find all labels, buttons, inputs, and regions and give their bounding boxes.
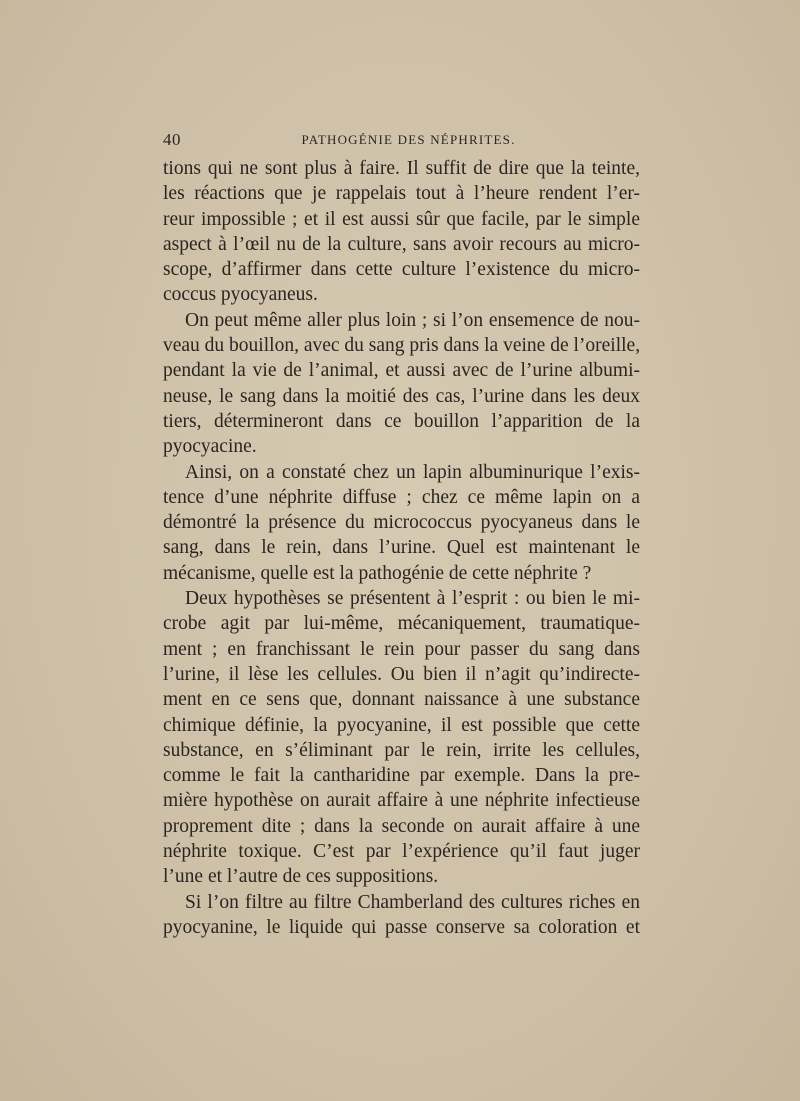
text-line: Si l’on filtre au filtre Chamberland des cultures riches en bbox=[185, 891, 640, 913]
text-line: l’une et l’autre de ces suppositions. bbox=[163, 866, 439, 888]
text-line: Ainsi, on a constaté chez un lapin albuminurique l’exis- bbox=[185, 461, 640, 483]
text-line: reur impossible ; et il est aussi sûr que facile, par le simple bbox=[163, 208, 640, 230]
text-line: ment en ce sens que, donnant naissance à une substance bbox=[163, 689, 640, 711]
text-line: pyocyacine. bbox=[163, 436, 257, 458]
body-text bbox=[163, 156, 640, 940]
text-line: neuse, le sang dans la moitié des cas, l’urine dans les deux bbox=[163, 385, 640, 407]
text-line: mière hypothèse on aurait affaire à une néphrite infectieuse bbox=[163, 790, 640, 812]
text-line: On peut même aller plus loin ; si l’on ensemence de nou- bbox=[185, 309, 640, 331]
text-line: tiers, détermineront dans ce bouillon l’apparition de la bbox=[163, 410, 640, 432]
text-line: les réactions que je rappelais tout à l’heure rendent l’er- bbox=[163, 183, 640, 205]
text-line: tence d’une néphrite diffuse ; chez ce même lapin on a bbox=[163, 486, 640, 508]
text-line: l’urine, il lèse les cellules. Ou bien il n’agit qu’indirecte- bbox=[163, 663, 640, 685]
text-line: Deux hypothèses se présentent à l’esprit : ou bien le mi- bbox=[185, 588, 640, 610]
text-line: chimique définie, la pyocyanine, il est possible que cette bbox=[163, 714, 640, 736]
text-line: comme le fait la cantharidine par exemple. Dans la pre- bbox=[163, 765, 640, 787]
text-line: pyocyanine, le liquide qui passe conserve sa coloration et bbox=[163, 916, 640, 938]
text-line: démontré la présence du micrococcus pyocyaneus dans le bbox=[163, 512, 640, 534]
text-line: tions qui ne sont plus à faire. Il suffit de dire que la teinte, bbox=[163, 158, 640, 179]
text-line: scope, d’affirmer dans cette culture l’existence du micro- bbox=[163, 259, 640, 281]
text-line: pendant la vie de l’animal, et aussi avec de l’urine albumi- bbox=[163, 360, 640, 382]
text-line: substance, en s’éliminant par le rein, irrite les cellules, bbox=[163, 739, 640, 761]
text-line: veau du bouillon, avec du sang pris dans la veine de l’oreille, bbox=[163, 335, 640, 357]
text-line: aspect à l’œil nu de la culture, sans avoir recours au micro- bbox=[163, 233, 640, 255]
text-line: coccus pyocyaneus. bbox=[163, 284, 318, 306]
running-title: PATHOGÉNIE DES NÉPHRITES. bbox=[301, 132, 516, 147]
page-number: 40 bbox=[163, 130, 181, 149]
text-line: néphrite toxique. C’est par l’expérience qu’il faut juger bbox=[163, 841, 640, 863]
page-header bbox=[163, 130, 640, 150]
text-line: proprement dite ; dans la seconde on aurait affaire à une bbox=[163, 815, 640, 837]
text-line: ment ; en franchissant le rein pour passer du sang dans bbox=[163, 638, 640, 660]
text-line: mécanisme, quelle est la pathogénie de cette néphrite ? bbox=[163, 562, 592, 584]
text-line: crobe agit par lui-même, mécaniquement, traumatique- bbox=[163, 613, 640, 635]
text-line: sang, dans le rein, dans l’urine. Quel est maintenant le bbox=[163, 537, 640, 559]
